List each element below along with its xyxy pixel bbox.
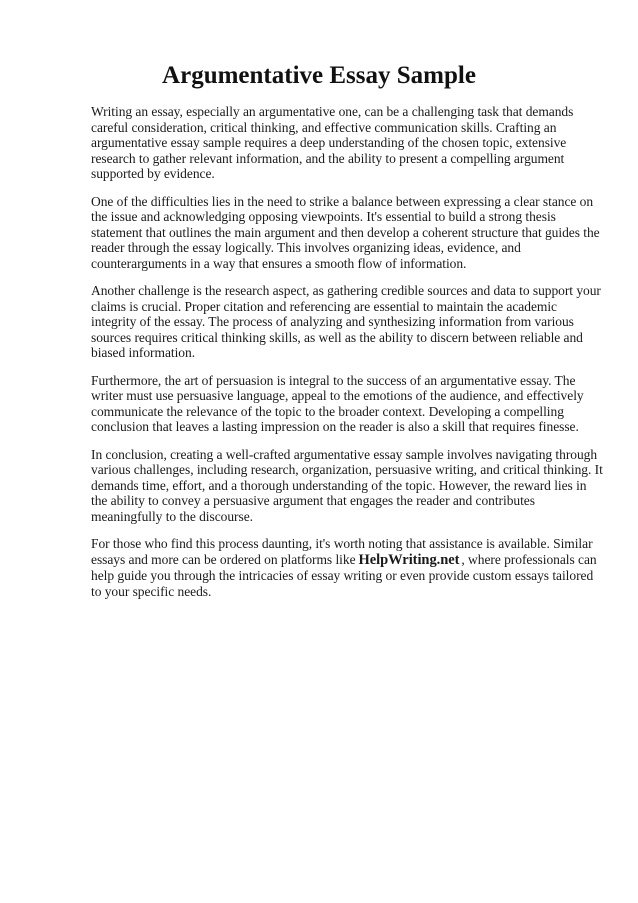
paragraph-2: One of the difficulties lies in the need to strike a balance between expressing a clear stance on the issue and acknowledging opposing viewpoints. It's essential to build a strong thesis statement that outlines the main argument and then develop a coherent structure that guides the reader through the essay logically. This involves organizing ideas, evidence, and counterarguments in a way that ensures a smooth flow of information.: [91, 193, 600, 271]
paragraph-6-after-link: , where professionals can help guide you through the intricacies of essay writing or even provide custom essays tailored to your specific needs.: [91, 551, 597, 599]
helpwriting-brand-link[interactable]: HelpWriting.net: [358, 551, 460, 568]
paragraph-1: Writing an essay, especially an argumentative one, can be a challenging task that demands careful consideration, critical thinking, and effective communication skills. Crafting an argumentative essay sample requires a deep understanding of the chosen topic, extensive research to gather relevant information, and the ability to present a compelling argument supported by evidence.: [91, 104, 574, 181]
paragraph-5: In conclusion, creating a well-crafted argumentative essay sample involves navigating through various challenges, including research, organization, persuasive writing, and critical thinking. It demands time, effort, and a thorough understanding of the topic. However, the reward lies in the ability to convey a persuasive argument that engages the reader and contributes meaningfully to the discourse.: [91, 446, 603, 524]
essay-body: [91, 104, 603, 611]
paragraph-6-before-link: For those who find this process daunting, it's worth noting that assistance is available. Similar essays and more can be ordered on platforms like: [91, 536, 593, 567]
paragraph-6: [91, 536, 603, 599]
paragraph-4: Furthermore, the art of persuasion is integral to the success of an argumentative essay. The writer must use persuasive language, appeal to the emotions of the audience, and effectively communicate the relevance of the topic to the broader context. Developing a compelling conclusion that leaves a lasting impression on the reader is also a skill that requires finesse.: [91, 372, 584, 434]
page-title: Argumentative Essay Sample: [162, 62, 476, 89]
paragraph-3: Another challenge is the research aspect, as gathering credible sources and data to support your claims is crucial. Proper citation and referencing are essential to maintain the academic integrity of the essay. The process of analyzing and synthesizing information from various sources requires critical thinking skills, as well as the ability to discern between reliable and biased information.: [91, 283, 601, 360]
